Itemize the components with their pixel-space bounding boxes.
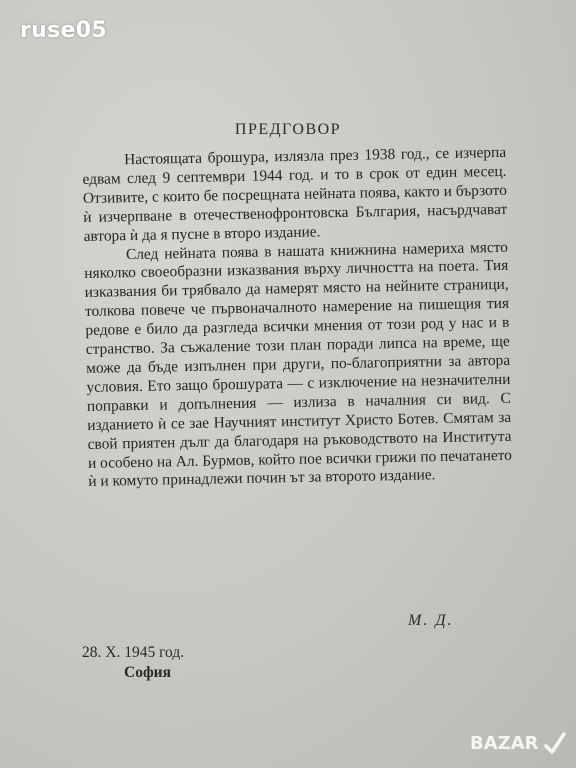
bazar-logo-text: BAZAR: [470, 733, 539, 754]
author-signature: М. Д.: [408, 612, 454, 629]
preface-text-block: [82, 144, 512, 492]
page-title: ПРЕДГОВОР: [234, 121, 342, 138]
watermark-top-text: ruse05: [20, 18, 107, 43]
bazar-logo-icon: [468, 722, 568, 758]
place-line: София: [124, 664, 171, 681]
paragraph-2: След нейната поява в нашата книжнина намериха място няколко своеобразни изказвания върху личността на поета. Тия изказвания би трябвало да намерят място на нейните страници, толкова повече че първоначалното намерение на пишещия тия редове е било да разгледа всички мнения от този род у нас и в странство. За съжаление този план поради липса на време, ще може да бъде изпълнен при други, по-благоприятни за автора условия. Ето защо брошурата — с изключение на незначителни поправки и допълнения — излиза в началния си вид. С изданието ѝ се зае Научният институт Христо Ботев. Смятам за свой приятен дълг да благодаря на ръководството на Института и особено на Ал. Бурмов, който пое всички грижи по печатането ѝ и комуто принадлежи почин ът за второто издание.: [84, 238, 513, 491]
paragraph-1: Настоящата брошура, излязла през 1938 год., се изчерпа едвам след 9 септември 1944 год. и то в срок от един месец. Отзивите, с които бе посрещната нейната поява, както и бързото ѝ изчерпване в отечественофронтовска България, насърдчават автора ѝ да я пусне в второ издание.: [82, 143, 508, 245]
date-line: 28. X. 1945 год.: [82, 644, 185, 661]
bazar-logo-watermark: [468, 722, 568, 758]
